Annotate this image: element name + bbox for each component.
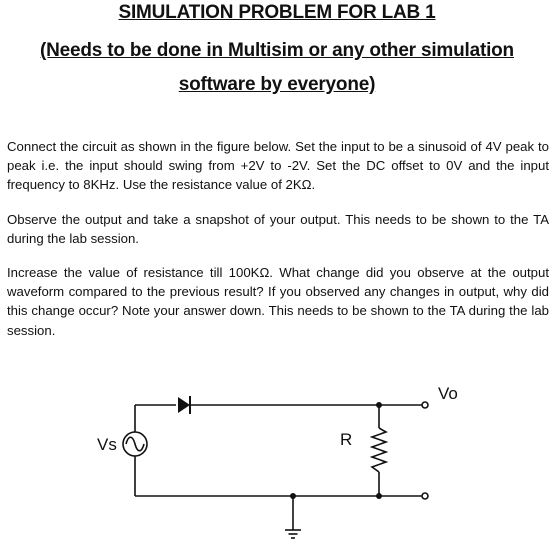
ground-icon bbox=[285, 530, 301, 538]
diode-icon bbox=[178, 397, 190, 413]
instructions-paragraph-3: Increase the value of resistance till 100KΩ. What change did you observe at the output waveform compared to the previous result? If you observed any changes in output, why did this change occur? Note your answer down. This needs to be shown to the TA during the lab session. bbox=[7, 265, 549, 338]
resistor-icon bbox=[372, 428, 386, 472]
instructions-paragraph-1: Connect the circuit as shown in the figure below. Set the input to be a sinusoid of 4V peak to peak i.e. the input should swing from +2V to -2V. Set the DC offset to 0V and the input frequency to 8KHz. Use the resistance value of 2KΩ. bbox=[7, 139, 549, 193]
resistor-label: R bbox=[340, 430, 353, 449]
sine-wave bbox=[126, 437, 144, 451]
junction-dot-bottom bbox=[376, 493, 382, 499]
circuit-diagram bbox=[0, 370, 554, 548]
instructions-paragraph-2: Observe the output and take a snapshot of your output. This needs to be shown to the TA during the lab session. bbox=[7, 212, 549, 247]
subtitle-line-1: (Needs to be done in Multisim or any other simulation bbox=[40, 40, 514, 61]
subtitle-line-2: software by everyone) bbox=[178, 74, 376, 95]
output-label: Vo bbox=[438, 384, 458, 403]
output-terminal-top bbox=[422, 402, 428, 408]
output-terminal-bottom bbox=[422, 493, 428, 499]
page-title: SIMULATION PROBLEM FOR LAB 1 bbox=[118, 2, 436, 23]
source-label: Vs bbox=[97, 435, 117, 454]
ground-junction-dot bbox=[290, 493, 296, 499]
junction-dot-top bbox=[376, 402, 382, 408]
